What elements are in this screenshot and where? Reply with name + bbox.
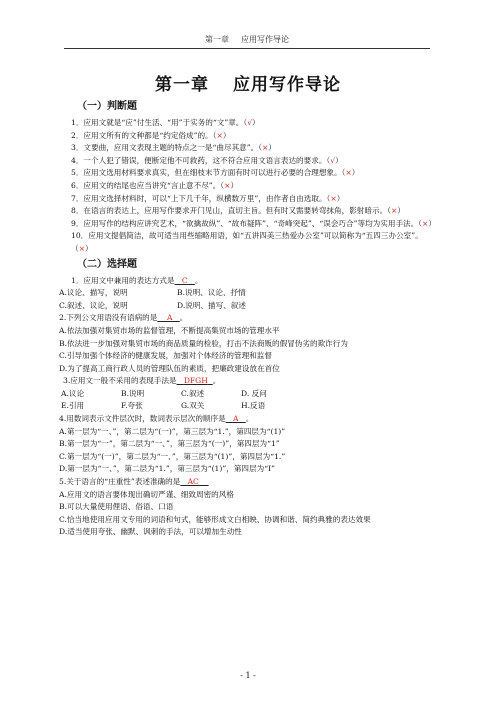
- option: A.议论: [61, 388, 85, 398]
- answer-blank: A: [167, 313, 173, 323]
- option: A.第一层为“一、”，第二层为“(一)”，第三层为“1.”，第四层为“(1)”: [59, 426, 286, 436]
- judge-list: [59, 117, 437, 256]
- option: G.双关: [181, 401, 205, 411]
- option: A.依法加强对集贸市场的监督管理，不断提高集贸市场的管理水平: [59, 325, 280, 335]
- answer-mark: ×: [390, 206, 398, 216]
- option: B.说明: [121, 388, 145, 398]
- header-title: 应用写作导论: [241, 35, 289, 44]
- answer-blank: DFGH: [183, 376, 208, 386]
- question-4: [59, 413, 437, 476]
- option-row: [59, 287, 437, 300]
- option-row: [59, 388, 437, 401]
- answer-blank: C: [181, 275, 188, 285]
- answer-mark: ×: [262, 143, 269, 153]
- question-2: [59, 312, 437, 375]
- question-stem: 4.用数词表示文件层次时，数词表示层次的顺序是 A 。: [59, 414, 254, 424]
- header-chapter: 第一章: [205, 35, 229, 44]
- option: B.说明、议论、抒情: [177, 288, 246, 298]
- option: D.第一层为“一、”，第二层为“1.”，第三层为“(1)”，第四层为“I”: [59, 464, 275, 474]
- judge-item: 3．文要曲，应用文表现主题的特点之一是“曲尽其意”。（×）: [71, 143, 277, 153]
- option: A.应用文的语言要体现出确切严谨、细致周密的风格: [59, 489, 234, 499]
- answer-mark: ×: [422, 218, 429, 228]
- option: D.说明、描写、叙述: [177, 300, 246, 310]
- option: C.恰当地使用应用文专用的词语和句式，能够形成文白相映、协调和谐、简约典雅的表达效果: [59, 514, 371, 524]
- question-stem: 3.应用文一般不采用的表现手法是 DFGH 。: [63, 376, 221, 386]
- answer-mark: ×: [330, 193, 337, 203]
- answer-blank: AC: [187, 477, 199, 487]
- question-stem: 1．应用文中兼用的表达方式是 C 。: [71, 275, 203, 285]
- document-body: [59, 98, 437, 539]
- judge-item: 10．应用文提倡简洁，故可适当用些缩略用语，如“五讲四美三热爱办公室”可以简称为“五四三办公室”。（×）: [71, 231, 423, 253]
- answer-blank: A: [232, 414, 239, 424]
- section-choice-heading: （二）选择题: [77, 258, 137, 270]
- option: A.议论、描写，说明: [59, 288, 128, 298]
- page-number: - 1 -: [240, 671, 256, 680]
- option: D.适当使用夸张、幽默、讽刺的手法，可以增加生动性: [59, 527, 242, 537]
- option: E.引用: [61, 401, 85, 411]
- judge-item: 7．应用文选择材料时，可以“上下几千年，纵横数万里”，由作者自由选取。（×）: [71, 193, 345, 203]
- option-row: [59, 300, 437, 313]
- judge-item: 9．应用写作的结构应讲究艺术，“欲擒故纵”、“故布疑阵”、“奇峰突起”、“误会巧合”等均为实用手法。（×）: [71, 218, 436, 228]
- chapter-number: 第一章: [155, 75, 209, 95]
- option: D. 反问: [241, 388, 267, 398]
- option: D.为了提高工商行政人员的管理队伍的素质，把廉政建设放在首位: [59, 363, 280, 373]
- option: C.叙述: [181, 388, 205, 398]
- question-1: [59, 275, 437, 313]
- judge-item: 1．应用文就是“应”付生活、“用”于实务的“文”章。（√）: [71, 118, 260, 127]
- question-stem: 2.下列公文用语没有语病的是 A 。: [59, 313, 188, 323]
- option-row: [59, 400, 437, 413]
- question-3: [59, 375, 437, 413]
- section-judge-heading: （一）判断题: [77, 101, 137, 112]
- answer-mark: √: [330, 155, 336, 165]
- option: C.叙述、议论，说明: [59, 300, 128, 310]
- answer-mark: ×: [224, 180, 231, 190]
- answer-mark: ×: [216, 130, 223, 140]
- option: B.依法进一步加强对集贸市场的商品质量的检验，打击不法商贩的假冒伪劣的欺诈行为: [59, 338, 348, 348]
- judge-item: 4．一个人犯了错误，便断定他不可救药，这不符合应用文语言表达的要求。（√）: [71, 155, 343, 165]
- judge-item: 5．应用文选用材料要求真实，但在细枝末节方面有时可以进行必要的合理想象。（×）: [71, 168, 360, 178]
- answer-mark: ×: [78, 243, 85, 253]
- question-5: [59, 476, 437, 539]
- chapter-name: 应用写作导论: [233, 75, 341, 95]
- question-stem: 5.关于语言的“庄重性”表述准确的是 AC: [59, 476, 437, 489]
- option: H.反语: [241, 401, 266, 411]
- answer-mark: ×: [345, 168, 352, 178]
- option: B.第一层为“一”，第二层为“一、”，第三层为“(一)”，第四层为“1”: [59, 439, 280, 449]
- running-header: [64, 34, 430, 49]
- option: C.第一层为“(一)”，第二层为“一、”，第三层为“(1)”，第四层为“1.”: [59, 451, 286, 461]
- chapter-title: [0, 70, 496, 95]
- judge-item: 2．应用文所有的文种都是“约定俗成”的。（×）: [71, 130, 231, 140]
- option: C.引导加强个体经济的健康发展，加强对个体经济的管理和监督: [59, 351, 272, 361]
- answer-mark: √: [247, 118, 253, 127]
- option: F.夸张: [121, 401, 143, 411]
- option: B.可以大量使用俚语、俗语、口语: [59, 502, 174, 512]
- judge-item: 6．应用文的结尾也应当讲究“言止意不尽”。（×）: [71, 180, 239, 190]
- judge-item: 8．在语言的表达上，应用写作要求开门见山，直切主旨。但有时又需要转弯抹角，影射暗示。（×）: [71, 206, 405, 216]
